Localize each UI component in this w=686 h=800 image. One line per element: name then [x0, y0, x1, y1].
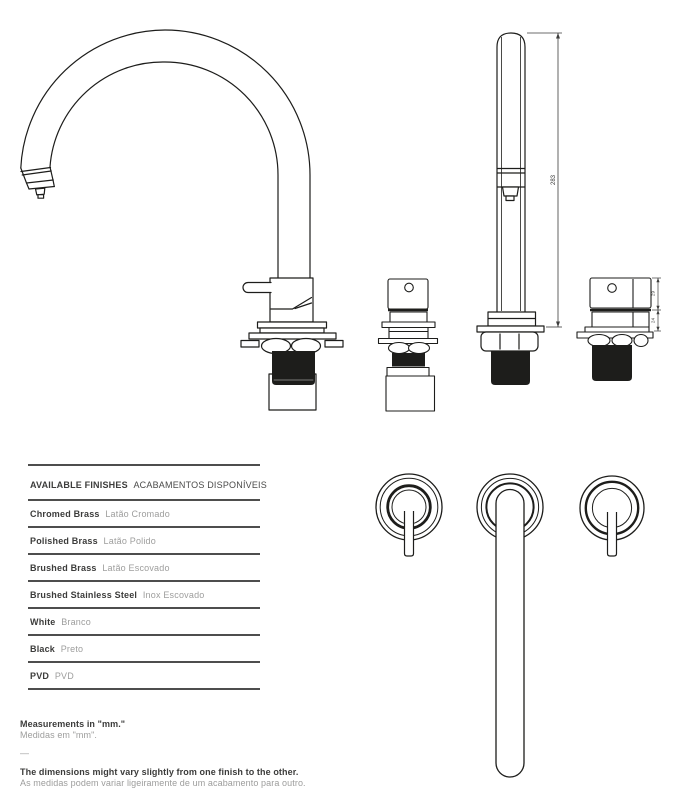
handle-stem — [608, 512, 617, 556]
faucet-front-view — [477, 33, 544, 385]
finish-row-brushed-stainless-steel — [28, 582, 260, 609]
finish-name-en: White — [30, 617, 56, 627]
note-measurements-en: Measurements in "mm." — [20, 719, 126, 729]
finishes-header-pt: ACABAMENTOS DISPONÍVEIS — [133, 480, 267, 490]
handle-screw-hole — [608, 284, 617, 293]
finish-name-en: Black — [30, 644, 56, 654]
threaded-tailpiece — [491, 351, 530, 385]
handle-top-view-right — [580, 476, 644, 556]
aerator-nozzle — [36, 188, 45, 195]
faucet-lever — [243, 283, 271, 293]
dim-label-handle-base: 24 — [650, 317, 656, 324]
finish-row-white — [28, 609, 260, 636]
finish-row-chromed-brass — [28, 501, 260, 528]
finish-row-black — [28, 636, 260, 663]
finish-name-en: Chromed Brass — [30, 509, 100, 519]
spout-top-view — [477, 474, 543, 777]
finishes-table-header — [28, 466, 267, 501]
footnotes — [20, 719, 306, 789]
handle-stem — [405, 511, 414, 556]
note-variance-pt: As medidas podem variar ligeiramente de um acabamento para outro. — [20, 778, 306, 788]
available-finishes-table — [28, 464, 267, 690]
finish-name-en: Brushed Brass — [30, 563, 97, 573]
finish-name-pt: Preto — [60, 644, 84, 654]
threaded-tailpiece — [392, 353, 425, 367]
finish-name-en: Brushed Stainless Steel — [30, 590, 138, 600]
dimension-spout-height — [527, 33, 562, 327]
finish-name-pt: Inox Escovado — [142, 590, 205, 600]
spout-reach — [496, 490, 524, 778]
finish-row-brushed-brass — [28, 555, 260, 582]
note-variance-en: The dimensions might vary slightly from one finish to the other. — [20, 767, 299, 777]
note-measurements-pt: Medidas em "mm". — [20, 730, 98, 740]
faucet-side-view — [21, 30, 343, 410]
finish-row-polished-brass — [28, 528, 260, 555]
finish-name-pt: Latão Cromado — [105, 509, 170, 519]
dimension-handle — [651, 278, 662, 331]
handle-top-view-left — [376, 474, 442, 556]
valve-side-view — [577, 278, 653, 381]
finish-name-pt: Branco — [61, 617, 91, 627]
finish-name-en: Polished Brass — [30, 536, 98, 546]
valve-front-view — [379, 279, 438, 411]
finish-row-pvd — [28, 663, 260, 690]
dim-label-283: 283 — [551, 174, 557, 186]
finish-name-en: PVD — [30, 671, 50, 681]
finish-name-pt: Latão Escovado — [102, 563, 170, 573]
finishes-header-en: AVAILABLE FINISHES — [30, 480, 128, 490]
spout-outlet — [503, 187, 519, 196]
handle-screw-hole — [405, 283, 414, 292]
finish-name-pt: PVD — [54, 671, 74, 681]
dim-label-handle-height: 29 — [650, 290, 656, 297]
finish-name-pt: Latão Polido — [103, 536, 156, 546]
note-separator: — — [20, 748, 30, 758]
threaded-tailpiece — [592, 345, 632, 381]
